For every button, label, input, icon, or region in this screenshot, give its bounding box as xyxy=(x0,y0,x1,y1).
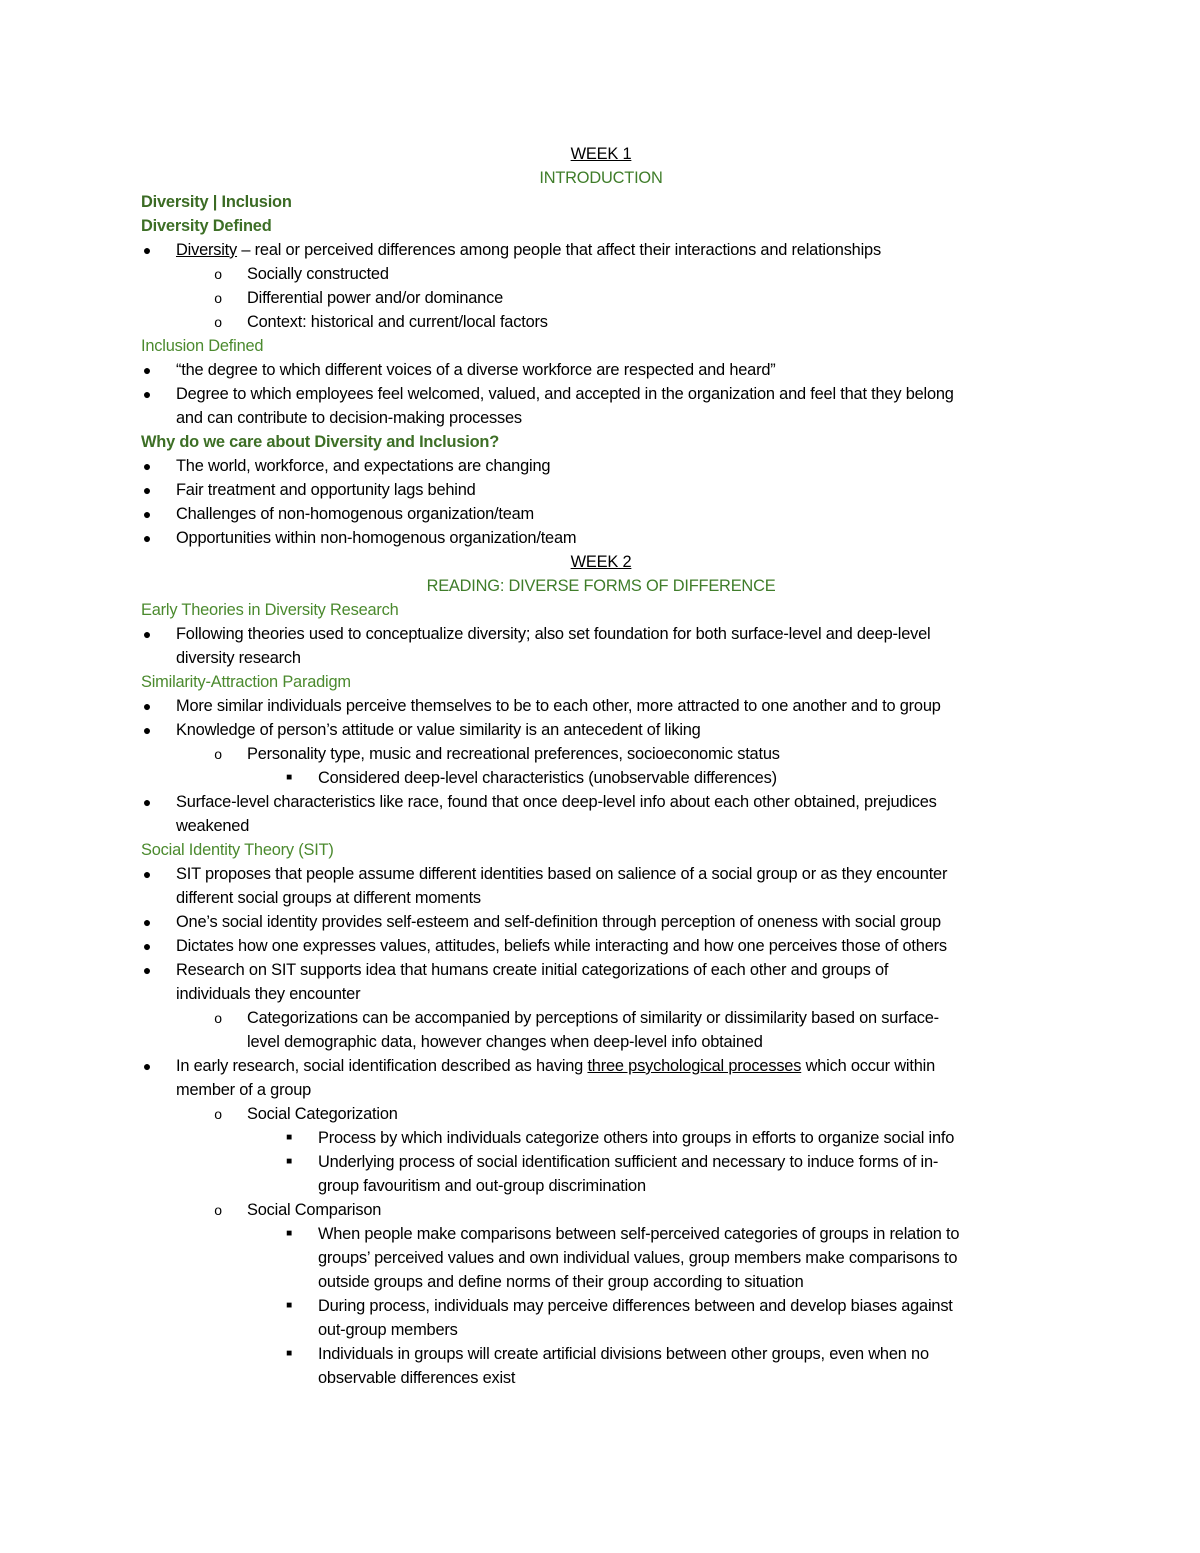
list-item xyxy=(141,310,1061,334)
bullet-marker: ● xyxy=(142,482,152,498)
section-heading-diversity-defined: Diversity Defined xyxy=(141,217,272,235)
bullet-marker: ● xyxy=(142,794,152,810)
list-item xyxy=(141,1342,1061,1366)
list-item xyxy=(141,1126,1061,1150)
circle-marker: o xyxy=(214,1010,222,1026)
week-1-subtitle: INTRODUCTION xyxy=(539,169,663,187)
item-text: Following theories used to conceptualize diversity; also set foundation for both surface-level and deep-level xyxy=(176,625,931,643)
list-item xyxy=(141,694,1061,718)
item-text: member of a group xyxy=(176,1081,312,1099)
list-item xyxy=(141,1054,1061,1078)
section-heading-why-care: Why do we care about Diversity and Inclusion? xyxy=(141,433,500,451)
bullet-marker: ● xyxy=(142,938,152,954)
list-item xyxy=(141,526,1061,550)
item-text: More similar individuals perceive themselves to be to each other, more attracted to one another and to group xyxy=(176,697,941,715)
list-item xyxy=(141,1294,1061,1318)
list-item xyxy=(141,910,1061,934)
sub-sub-item-text: out-group members xyxy=(318,1321,458,1339)
bullet-marker: ● xyxy=(142,386,152,402)
sub-item-text: Social Categorization xyxy=(247,1105,398,1123)
list-item xyxy=(141,262,1061,286)
sub-sub-item-text: observable differences exist xyxy=(318,1369,516,1387)
item-text: and can contribute to decision-making processes xyxy=(176,409,522,427)
item-text: individuals they encounter xyxy=(176,985,361,1003)
sub-sub-item-text: group favouritism and out-group discrimination xyxy=(318,1177,646,1195)
item-text: which occur within xyxy=(801,1057,935,1075)
circle-marker: o xyxy=(214,1202,222,1218)
list-item xyxy=(141,502,1061,526)
bullet-marker: ● xyxy=(142,866,152,882)
section-heading-early-theories: Early Theories in Diversity Research xyxy=(141,601,399,619)
item-text: Degree to which employees feel welcomed, valued, and accepted in the organization and feel that they belong xyxy=(176,385,954,403)
circle-marker: o xyxy=(214,746,222,762)
list-item xyxy=(141,454,1061,478)
sub-item-text: Context: historical and current/local factors xyxy=(247,313,548,331)
square-marker: ■ xyxy=(286,1228,292,1239)
sub-sub-item-text: Individuals in groups will create artificial divisions between other groups, even when no xyxy=(318,1345,929,1363)
square-marker: ■ xyxy=(286,1300,292,1311)
list-item xyxy=(141,1222,1061,1246)
section-heading-similarity-attraction: Similarity-Attraction Paradigm xyxy=(141,673,351,691)
list-item-continuation xyxy=(141,886,1061,910)
item-text: different social groups at different moments xyxy=(176,889,481,907)
list-item-continuation xyxy=(141,406,1061,430)
list-item xyxy=(141,238,1061,262)
list-item-continuation xyxy=(141,814,1061,838)
list-item xyxy=(141,1006,1061,1030)
list-item xyxy=(141,1198,1061,1222)
list-item-continuation xyxy=(141,1030,1061,1054)
circle-marker: o xyxy=(214,290,222,306)
square-marker: ■ xyxy=(286,1348,292,1359)
bullet-marker: ● xyxy=(142,506,152,522)
list-item xyxy=(141,358,1061,382)
bullet-marker: ● xyxy=(142,242,152,258)
sub-sub-item-text: outside groups and define norms of their group according to situation xyxy=(318,1273,804,1291)
circle-marker: o xyxy=(214,266,222,282)
item-text: SIT proposes that people assume different identities based on salience of a social group or as they encounter xyxy=(176,865,948,883)
list-item xyxy=(141,766,1061,790)
section-heading-sit: Social Identity Theory (SIT) xyxy=(141,841,334,859)
list-item xyxy=(141,742,1061,766)
list-item-continuation xyxy=(141,1318,1061,1342)
sub-sub-item-text: Process by which individuals categorize others into groups in efforts to organize social info xyxy=(318,1129,955,1147)
list-item-continuation xyxy=(141,1078,1061,1102)
sub-sub-item-text: During process, individuals may perceive differences between and develop biases against xyxy=(318,1297,953,1315)
square-marker: ■ xyxy=(286,1132,292,1143)
list-item-continuation xyxy=(141,982,1061,1006)
list-item-continuation xyxy=(141,1174,1061,1198)
sub-sub-item-text: Considered deep-level characteristics (unobservable differences) xyxy=(318,769,777,787)
bullet-marker: ● xyxy=(142,362,152,378)
sub-sub-item-text: groups’ perceived values and own individual values, group members make comparisons to xyxy=(318,1249,958,1267)
sub-item-text: Social Comparison xyxy=(247,1201,382,1219)
sub-item-text: Categorizations can be accompanied by perceptions of similarity or dissimilarity based on surface- xyxy=(247,1009,939,1027)
sub-sub-item-text: When people make comparisons between self-perceived categories of groups in relation to xyxy=(318,1225,960,1243)
item-text: In early research, social identification described as having xyxy=(176,1057,588,1075)
term-diversity: Diversity xyxy=(176,241,238,259)
item-text: weakened xyxy=(176,817,250,835)
circle-marker: o xyxy=(214,314,222,330)
sub-sub-item-text: Underlying process of social identification sufficient and necessary to induce forms of in- xyxy=(318,1153,939,1171)
week-2-title: WEEK 2 xyxy=(570,553,632,571)
list-item-continuation xyxy=(141,1246,1061,1270)
sub-item-text: Personality type, music and recreational preferences, socioeconomic status xyxy=(247,745,780,763)
sub-item-text: Socially constructed xyxy=(247,265,389,283)
sub-item-text: level demographic data, however changes when deep-level info obtained xyxy=(247,1033,763,1051)
week-1-title: WEEK 1 xyxy=(570,145,632,163)
list-item xyxy=(141,622,1061,646)
list-item-continuation xyxy=(141,1366,1061,1390)
list-item xyxy=(141,718,1061,742)
item-text: diversity research xyxy=(176,649,301,667)
bullet-marker: ● xyxy=(142,626,152,642)
diversity-definition: – real or perceived differences among people that affect their interactions and relationships xyxy=(237,241,881,259)
list-item-continuation xyxy=(141,646,1061,670)
item-text: Research on SIT supports idea that humans create initial categorizations of each other and groups of xyxy=(176,961,889,979)
item-text: The world, workforce, and expectations are changing xyxy=(176,457,551,475)
item-text: Dictates how one expresses values, attitudes, beliefs while interacting and how one perceives those of others xyxy=(176,937,947,955)
list-item xyxy=(141,286,1061,310)
list-item xyxy=(141,790,1061,814)
item-text: One’s social identity provides self-esteem and self-definition through perception of oneness with social group xyxy=(176,913,941,931)
bullet-marker: ● xyxy=(142,914,152,930)
item-text: Surface-level characteristics like race, found that once deep-level info about each other obtained, prejudices xyxy=(176,793,937,811)
sub-item-text: Differential power and/or dominance xyxy=(247,289,504,307)
list-item xyxy=(141,1102,1061,1126)
list-item xyxy=(141,934,1061,958)
square-marker: ■ xyxy=(286,772,292,783)
item-text: “the degree to which different voices of a diverse workforce are respected and heard” xyxy=(176,361,776,379)
item-text: Opportunities within non-homogenous organization/team xyxy=(176,529,577,547)
document-page xyxy=(141,142,1061,1390)
item-text: Fair treatment and opportunity lags behind xyxy=(176,481,476,499)
item-text: Knowledge of person’s attitude or value similarity is an antecedent of liking xyxy=(176,721,701,739)
bullet-marker: ● xyxy=(142,722,152,738)
bullet-marker: ● xyxy=(142,530,152,546)
list-item xyxy=(141,958,1061,982)
section-heading-inclusion-defined: Inclusion Defined xyxy=(141,337,264,355)
bullet-marker: ● xyxy=(142,1058,152,1074)
topic-heading: Diversity | Inclusion xyxy=(141,193,292,211)
list-item xyxy=(141,862,1061,886)
list-item xyxy=(141,382,1061,406)
bullet-marker: ● xyxy=(142,962,152,978)
list-item xyxy=(141,478,1061,502)
square-marker: ■ xyxy=(286,1156,292,1167)
list-item-continuation xyxy=(141,1270,1061,1294)
bullet-marker: ● xyxy=(142,698,152,714)
bullet-marker: ● xyxy=(142,458,152,474)
list-item xyxy=(141,1150,1061,1174)
item-text: Challenges of non-homogenous organization/team xyxy=(176,505,535,523)
underlined-phrase: three psychological processes xyxy=(587,1057,802,1075)
circle-marker: o xyxy=(214,1106,222,1122)
week-2-subtitle: READING: DIVERSE FORMS OF DIFFERENCE xyxy=(426,577,776,595)
